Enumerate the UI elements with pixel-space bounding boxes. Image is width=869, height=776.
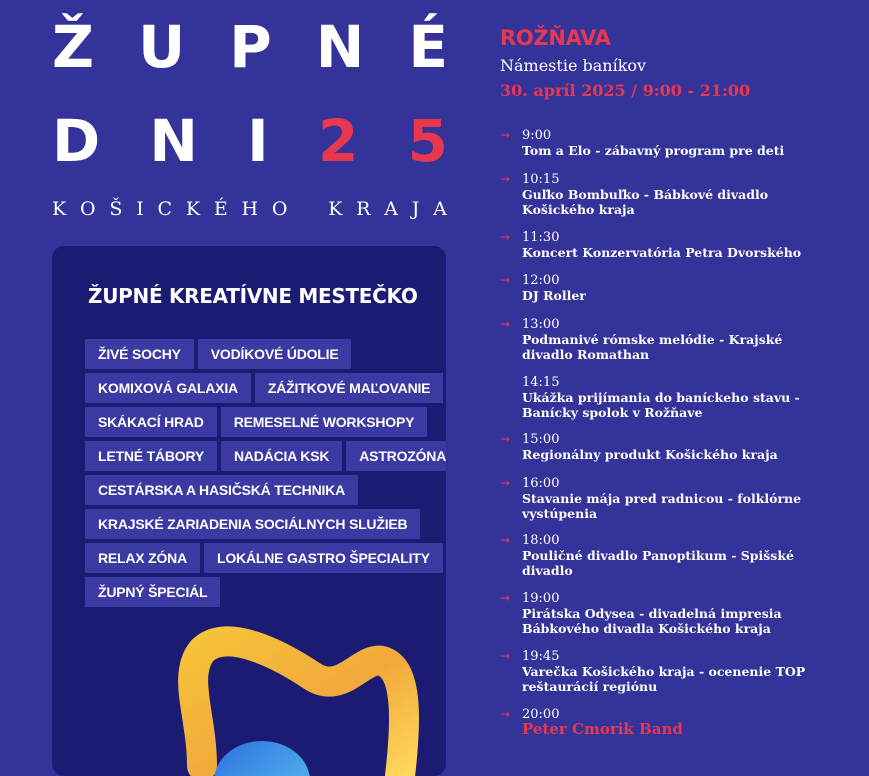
subtitle-letter: K	[52, 198, 68, 220]
subtitle-letter: O	[80, 198, 97, 220]
schedule-description: Varečka Košického kraja - ocenenie TOP reštaurácií regiónu	[522, 664, 806, 694]
arrow-right-icon: →	[500, 128, 511, 142]
schedule-time: 19:00	[522, 591, 560, 606]
tag-row	[85, 373, 435, 403]
activity-tag: SKÁKACÍ HRAD	[85, 407, 217, 437]
schedule-time: 9:00	[522, 128, 552, 143]
activity-tag: KRAJSKÉ ZARIADENIA SOCIÁLNYCH SLUŽIEB	[85, 509, 420, 539]
subtitle-letter: K	[328, 198, 344, 220]
creative-town-panel	[52, 246, 446, 776]
schedule-description: Pirátska Odysea - divadelná impresia Bábkového divadla Košického kraja	[522, 606, 782, 636]
city-name: ROŽŇAVA	[500, 26, 611, 50]
panel-title: ŽUPNÉ KREATÍVNE MESTEČKO	[88, 284, 418, 308]
title-letter: I	[247, 107, 269, 175]
schedule-time: 12:00	[522, 273, 560, 288]
schedule-time: 13:00	[522, 317, 560, 332]
subtitle-letter: A	[384, 198, 399, 220]
title-letter: U	[138, 13, 186, 81]
schedule-description: Stavanie mája pred radnicou - folklórne vystúpenia	[522, 491, 802, 521]
schedule-description: Koncert Konzervatória Petra Dvorského	[522, 245, 802, 260]
arrow-right-icon: →	[500, 273, 511, 287]
tag-row	[85, 339, 435, 369]
activity-tag: CESTÁRSKA A HASIČSKÁ TECHNIKA	[85, 475, 358, 505]
event-datetime: 30. apríl 2025 / 9:00 - 21:00	[500, 81, 751, 100]
schedule-description: Podmanivé rómske melódie - Krajské divadlo Romathan	[522, 332, 783, 362]
activity-tag: REMESELNÉ WORKSHOPY	[221, 407, 428, 437]
decorative-blob-graphic	[52, 606, 446, 776]
schedule-description: Pouličné divadlo Panoptikum - Spišské divadlo	[522, 548, 794, 578]
arrow-right-icon: →	[500, 172, 511, 186]
title-line-2	[52, 107, 448, 175]
title-letter: N	[315, 13, 365, 81]
tag-row	[85, 543, 435, 573]
title-line-1	[52, 13, 448, 81]
tag-row	[85, 441, 446, 471]
activity-tag: VODÍKOVÉ ÚDOLIE	[198, 339, 352, 369]
activity-tag: ŽUPNÝ ŠPECIÁL	[85, 577, 220, 607]
activity-tag: NADÁCIA KSK	[221, 441, 342, 471]
title-number: 2	[318, 107, 359, 175]
title-letter: N	[149, 107, 198, 175]
arrow-right-icon: →	[500, 476, 511, 490]
schedule-time: 18:00	[522, 533, 560, 548]
arrow-right-icon: →	[500, 591, 511, 605]
subtitle-letter: J	[411, 198, 421, 220]
subtitle-letter: Š	[109, 198, 124, 220]
subtitle-letter: H	[241, 198, 260, 220]
schedule-description: Peter Cmorik Band	[522, 720, 683, 738]
schedule-description: Ukážka prijímania do baníckeho stavu - Banícky spolok v Rožňave	[522, 390, 800, 420]
schedule-time: 19:45	[522, 649, 560, 664]
title-letter: D	[52, 107, 101, 175]
venue: Námestie baníkov	[500, 56, 647, 75]
activity-tag: LETNÉ TÁBORY	[85, 441, 217, 471]
subtitle-letter: R	[356, 198, 372, 220]
subtitle-letter: O	[271, 198, 289, 220]
activity-tag: ŽIVÉ SOCHY	[85, 339, 194, 369]
schedule-time: 11:30	[522, 230, 560, 245]
tag-row	[85, 577, 435, 607]
tag-row	[85, 509, 435, 539]
subtitle-letter: K	[185, 198, 202, 220]
schedule-description: Tom a Elo - zábavný program pre deti	[522, 143, 785, 158]
activity-tag: LOKÁLNE GASTRO ŠPECIALITY	[204, 543, 443, 573]
subtitle-letter: I	[136, 198, 145, 220]
subtitle-letter: C	[157, 198, 174, 220]
schedule-time: 16:00	[522, 476, 560, 491]
schedule-time: 14:15	[522, 375, 560, 390]
title-letter: P	[229, 13, 272, 81]
tag-row	[85, 475, 435, 505]
title-number: 5	[407, 107, 448, 175]
subtitle	[52, 198, 448, 220]
subtitle-letter: A	[433, 198, 448, 220]
activity-tag: KOMIXOVÁ GALAXIA	[85, 373, 251, 403]
tag-row	[85, 407, 435, 437]
arrow-right-icon: →	[500, 649, 511, 663]
activity-tag: ASTROZÓNA	[346, 441, 446, 471]
schedule-description: Guľko Bombuľko - Bábkové divadlo Košického kraja	[522, 187, 769, 217]
title-letter: Ž	[52, 13, 95, 81]
schedule-description: DJ Roller	[522, 288, 586, 303]
title-letter: É	[408, 13, 448, 81]
schedule-time: 20:00	[522, 707, 560, 722]
arrow-right-icon: →	[500, 230, 511, 244]
schedule-time: 15:00	[522, 432, 560, 447]
activity-tag: RELAX ZÓNA	[85, 543, 200, 573]
arrow-right-icon: →	[500, 707, 511, 721]
tag-list	[85, 339, 446, 611]
activity-tag: ZÁŽITKOVÉ MAĽOVANIE	[255, 373, 443, 403]
schedule-description: Regionálny produkt Košického kraja	[522, 447, 778, 462]
arrow-right-icon: →	[500, 533, 511, 547]
arrow-right-icon: →	[500, 317, 511, 331]
schedule-time: 10:15	[522, 172, 560, 187]
arrow-right-icon: →	[500, 432, 511, 446]
subtitle-letter: É	[213, 198, 229, 220]
subtitle-gap	[301, 198, 315, 220]
